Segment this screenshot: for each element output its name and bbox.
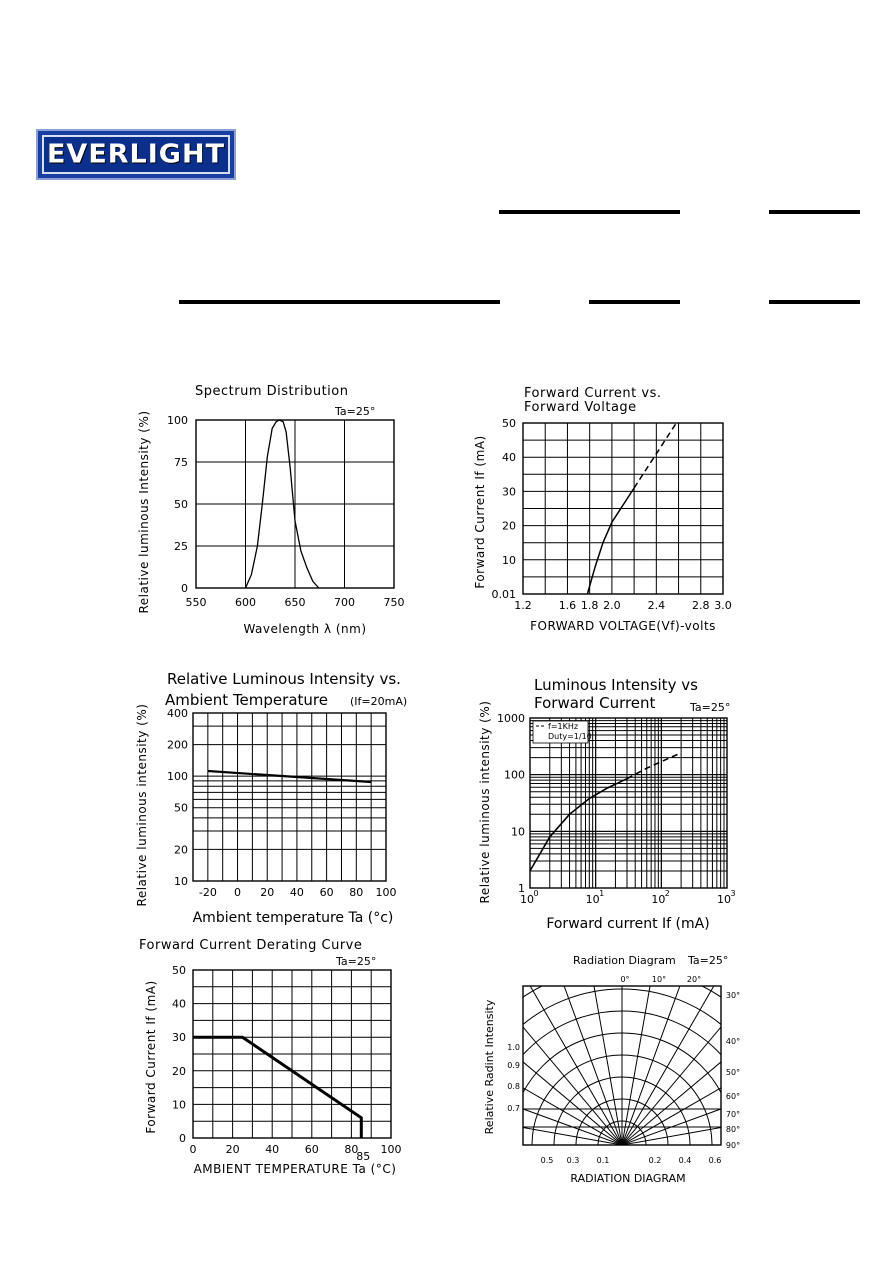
radiation-angle-label: 40°: [725, 1037, 741, 1046]
spectrum-ytick: 50: [174, 498, 188, 511]
iv-ylabel: Forward Current If (mA): [473, 435, 487, 589]
intensity-temp-subtitle: (If=20mA): [350, 695, 408, 708]
intensity-current-xtick-base: 10: [520, 893, 534, 906]
intensity-current-xtick-exp: 1: [599, 889, 605, 898]
iv-ytick: 10: [502, 553, 516, 567]
radiation-angle-label: 0°: [620, 975, 630, 984]
intensity-current-xtick-base: 10: [717, 893, 731, 906]
intensity-temp-ytick: 200: [167, 738, 188, 752]
radiation-angle-label: 50°: [725, 1068, 741, 1077]
radiation-bottom-label: 0.5: [540, 1156, 554, 1165]
intensity-current-xlabel: Forward current If (mA): [546, 916, 710, 932]
spectrum-xtick: 700: [334, 596, 355, 609]
radiation-radial-label: 1.0: [507, 1043, 520, 1052]
derating-ytick: 40: [172, 997, 186, 1011]
derating-xtick-extra: 85: [356, 1150, 371, 1163]
intensity-current-ytick: 1: [518, 882, 525, 895]
intensity-current-legend-2: Duty=1/10: [548, 732, 592, 741]
intensity-temp-xtick: 100: [375, 886, 397, 899]
intensity-current-frame: [530, 718, 727, 888]
spectrum-xtick: 600: [235, 596, 256, 609]
spectrum-ytick: 25: [174, 540, 188, 553]
intensity-current-legend-1: f=1KHz: [548, 722, 579, 731]
intensity-current-grid: [530, 718, 727, 888]
intensity-temp-frame: [193, 713, 386, 881]
radiation-angle-label: 90°: [725, 1141, 741, 1150]
iv-ytick: 0.01: [491, 588, 516, 601]
radiation-bottom-label: 0.4: [678, 1156, 692, 1165]
intensity-temp-chart: [135, 670, 407, 926]
iv-xtick: 3.0: [714, 599, 732, 612]
radiation-bottom-label: 0.3: [566, 1156, 580, 1165]
intensity-current-ytick: 10: [511, 825, 525, 839]
derating-ticks: [172, 964, 402, 1163]
radiation-chart: [319, 845, 892, 1263]
iv-chart: [473, 386, 732, 633]
radiation-bottom-label: 0.2: [648, 1156, 662, 1165]
radiation-angle-label: 60°: [725, 1092, 741, 1101]
intensity-temp-ytick: 50: [174, 801, 188, 815]
intensity-current-xtick-exp: 2: [664, 889, 670, 898]
intensity-current-ylabel: Relative luminous intensity (%): [478, 700, 492, 904]
iv-xlabel: FORWARD VOLTAGE(Vf)-volts: [530, 619, 716, 633]
radiation-xlabel: RADIATION DIAGRAM: [570, 1172, 686, 1185]
radiation-grid-ray: [340, 1042, 622, 1145]
iv-xtick: 1.6: [558, 599, 577, 612]
iv-xtick: 2.8: [692, 599, 710, 612]
radiation-bottom-label: 0.6: [708, 1156, 722, 1165]
intensity-temp-xtick: 60: [319, 886, 334, 899]
intensity-current-series-solid: [530, 779, 627, 871]
radiation-radial-label: 0.7: [507, 1104, 520, 1113]
iv-series-solid: [587, 488, 634, 594]
derating-xlabel: AMBIENT TEMPERATURE Ta (°C): [193, 1162, 397, 1176]
radiation-angle-label: 20°: [686, 975, 702, 984]
intensity-current-chart: [478, 676, 736, 932]
iv-xtick: 2.4: [647, 599, 666, 612]
intensity-current-title-line2: Forward Current: [534, 694, 656, 712]
intensity-temp-grid: [193, 713, 386, 881]
iv-title-line1: Forward Current vs.: [524, 386, 662, 401]
radiation-title: Radiation Diagram: [573, 954, 676, 967]
spectrum-ytick: 100: [167, 414, 188, 427]
radiation-angle-label: 70°: [725, 1110, 741, 1119]
spectrum-chart: [137, 384, 405, 636]
intensity-current-ytick: 1000: [497, 712, 525, 725]
intensity-temp-xtick: 40: [289, 886, 304, 899]
derating-xtick: 0: [189, 1143, 197, 1156]
logo-text: EVERLIGHT: [46, 139, 225, 170]
iv-ytick: 20: [502, 519, 516, 533]
derating-xtick: 20: [225, 1143, 240, 1156]
derating-xtick: 100: [380, 1143, 402, 1156]
radiation-grid-ray: [622, 1042, 892, 1145]
spectrum-xtick: 650: [284, 596, 306, 609]
radiation-bottom-label: 0.1: [596, 1156, 610, 1165]
iv-ytick: 30: [502, 485, 516, 499]
intensity-temp-title-line2: Ambient Temperature: [165, 691, 328, 709]
derating-annotation: Ta=25°: [336, 955, 377, 968]
intensity-current-ytick: 100: [504, 768, 525, 782]
spectrum-annotation: Ta=25°: [335, 405, 376, 418]
spectrum-xtick: 550: [185, 596, 207, 609]
derating-ytick: 50: [172, 964, 186, 977]
derating-chart: [139, 938, 402, 1176]
spectrum-xtick: 750: [383, 596, 405, 609]
iv-series-dashed: [634, 423, 676, 488]
derating-xtick: 80: [344, 1143, 359, 1156]
iv-title-line2: Forward Voltage: [524, 400, 637, 415]
spectrum-title: Spectrum Distribution: [195, 384, 349, 399]
intensity-current-xtick-exp: 0: [533, 889, 539, 898]
spectrum-grid: [196, 420, 394, 588]
iv-xtick: 1.8: [580, 599, 599, 612]
derating-ytick: 20: [172, 1064, 186, 1078]
radiation-grid-ray: [622, 863, 725, 1145]
derating-ytick: 10: [172, 1098, 186, 1112]
intensity-temp-xtick: 0: [234, 886, 242, 899]
spectrum-ytick: 75: [174, 456, 188, 469]
derating-xtick: 60: [304, 1143, 319, 1156]
intensity-temp-xtick: 20: [260, 886, 275, 899]
radiation-annotation: Ta=25°: [688, 954, 729, 967]
spectrum-ylabel: Relative luminous Intensity (%): [137, 410, 151, 614]
radiation-ylabel: Relative Radint Intensity: [483, 999, 496, 1135]
intensity-temp-xlabel: Ambient temperature Ta (°c): [192, 910, 394, 926]
radiation-grid-ray: [622, 915, 815, 1145]
radiation-grid-ray: [429, 915, 622, 1145]
radiation-grid-ray: [622, 1093, 892, 1145]
radiation-radial-label: 0.9: [507, 1061, 520, 1070]
radiation-grid-ray: [519, 863, 622, 1145]
intensity-current-title-line1: Luminous Intensity vs: [534, 676, 698, 694]
intensity-current-xtick-exp: 3: [730, 889, 736, 898]
derating-ytick: 0: [179, 1132, 186, 1145]
radiation-grid-ray: [622, 995, 882, 1145]
intensity-current-annotation: Ta=25°: [690, 701, 731, 714]
radiation-plot: [319, 845, 892, 1263]
derating-title: Forward Current Derating Curve: [139, 938, 363, 953]
radiation-angle-label: 80°: [725, 1125, 741, 1134]
radiation-angle-label: 30°: [725, 991, 741, 1000]
iv-xtick: 2.0: [603, 599, 621, 612]
radiation-grid: [319, 845, 892, 1263]
intensity-temp-xtick: -20: [198, 886, 217, 899]
derating-grid: [193, 970, 391, 1138]
iv-ytick: 50: [502, 417, 516, 430]
derating-ylabel: Forward Current If (mA): [144, 980, 158, 1134]
intensity-temp-title-line1: Relative Luminous Intensity vs.: [167, 670, 401, 688]
radiation-angle-label: 10°: [651, 975, 667, 984]
iv-grid: [523, 423, 723, 594]
intensity-temp-ytick: 10: [174, 875, 188, 888]
intensity-temp-xtick: 80: [349, 886, 364, 899]
derating-xtick: 40: [265, 1143, 280, 1156]
intensity-current-xtick-base: 10: [585, 893, 600, 906]
spectrum-ticks: [167, 414, 405, 609]
iv-ytick: 40: [502, 451, 516, 465]
spectrum-xlabel: Wavelength λ (nm): [243, 622, 367, 636]
intensity-current-xtick-base: 10: [651, 893, 666, 906]
derating-ytick: 30: [172, 1031, 186, 1045]
spectrum-ytick: 0: [181, 582, 188, 595]
intensity-temp-ytick: 20: [174, 843, 188, 857]
intensity-temp-ytick: 400: [167, 707, 188, 720]
radiation-radial-label: 0.8: [507, 1082, 520, 1091]
intensity-temp-ytick: 100: [167, 770, 188, 784]
iv-xtick: 1.2: [514, 599, 532, 612]
intensity-temp-ylabel: Relative luminous intensity (%): [135, 703, 149, 907]
